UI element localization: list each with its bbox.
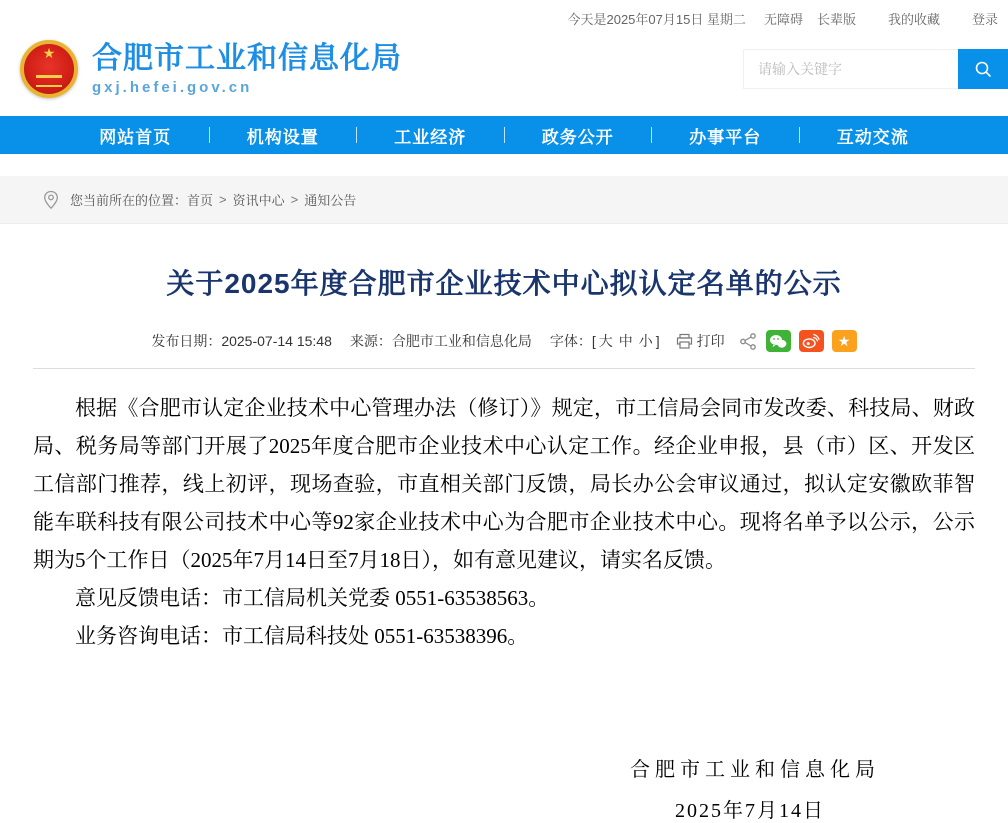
font-size-large-button[interactable]: 大 xyxy=(598,333,613,349)
publish-date-value: 2025-07-14 15:48 xyxy=(221,333,332,349)
top-utility-bar xyxy=(0,0,1008,30)
breadcrumb-separator: > xyxy=(290,192,299,207)
login-link[interactable]: 登录 xyxy=(971,11,998,27)
breadcrumb-prefix: 您当前所在的位置： xyxy=(70,193,188,208)
share-weibo-button[interactable] xyxy=(799,330,824,352)
weibo-icon xyxy=(802,333,820,349)
article-title: 关于2025年度合肥市企业技术中心拟认定名单的公示 xyxy=(166,268,842,299)
elder-mode-link[interactable]: 长辈版 xyxy=(816,11,856,27)
site-title-block[interactable] xyxy=(92,42,402,97)
breadcrumb-home[interactable]: 首页 xyxy=(187,193,214,208)
site-title[interactable]: 合肥市工业和信息化局 xyxy=(92,41,402,75)
share-wechat-button[interactable] xyxy=(766,330,791,352)
nav-item-industry-economy[interactable]: 工业经济 xyxy=(394,127,467,147)
print-button[interactable] xyxy=(676,331,725,351)
paragraph-feedback-phone: 意见反馈电话：市工信局机关党委 0551-63538563。 xyxy=(75,586,550,610)
article-content xyxy=(0,262,1008,823)
main-navigation xyxy=(0,116,1008,154)
nav-item-home[interactable]: 网站首页 xyxy=(99,127,172,147)
source-value: 合肥市工业和信息化局 xyxy=(391,333,532,349)
search-icon xyxy=(973,59,993,79)
font-size-small-button[interactable]: 小 xyxy=(638,333,653,349)
article-meta-bar xyxy=(33,330,975,352)
paragraph-main: 根据《合肥市认定企业技术中心管理办法（修订）》规定，市工信局会同市发改委、科技局、财政局、税务局等部门开展了2025年度合肥市企业技术中心认定工作。经企业申报，县（市）区、开发区工信部门推荐，线上初评，现场查验，市直相关部门反馈，局长办公会审议通过，拟认定安徽欧菲智能车联科技有限公司技术中心等92家企业技术中心为合肥市企业技术中心。现将名单予以公示，公示期为5个工作日（2025年7月14日至7月18日），如有意见建议，请实名反馈。 xyxy=(33,396,975,572)
location-pin-icon xyxy=(42,190,60,210)
font-size-label: 字体： xyxy=(549,333,592,349)
breadcrumb-news-center[interactable]: 资讯中心 xyxy=(232,193,285,208)
nav-item-gov-affairs[interactable]: 政务公开 xyxy=(541,127,614,147)
signature-date: 2025年7月14日 xyxy=(675,800,825,822)
font-size-medium-button[interactable]: 中 xyxy=(618,333,633,349)
source-label: 来源： xyxy=(349,333,392,349)
nav-item-service-platform[interactable]: 办事平台 xyxy=(689,127,762,147)
emblem-gate-icon xyxy=(36,75,62,87)
nav-item-organization[interactable]: 机构设置 xyxy=(246,127,319,147)
search-input[interactable] xyxy=(743,49,958,89)
printer-icon xyxy=(676,333,697,350)
breadcrumb xyxy=(0,176,1008,224)
current-date-text: 今天是2025年07月15日 星期二 xyxy=(567,11,746,27)
publish-date-label: 发布日期： xyxy=(151,333,222,349)
search-button[interactable] xyxy=(958,49,1008,89)
wechat-icon xyxy=(769,334,787,349)
site-header xyxy=(0,30,1008,108)
emblem-star-icon: ★ xyxy=(42,45,56,61)
meta-divider xyxy=(33,368,975,369)
accessibility-link[interactable]: 无障碍 xyxy=(763,11,803,27)
breadcrumb-notices[interactable]: 通知公告 xyxy=(304,193,357,208)
spacer xyxy=(0,154,1008,176)
share-button[interactable] xyxy=(739,332,758,351)
site-url: gxj.hefei.gov.cn xyxy=(92,79,253,97)
site-search xyxy=(743,49,1008,89)
paragraph-consult-phone: 业务咨询电话：市工信局科技处 0551-63538396。 xyxy=(75,624,529,648)
share-nodes-icon xyxy=(739,332,758,351)
font-bracket-close: ] xyxy=(655,333,660,349)
national-emblem-logo[interactable] xyxy=(20,40,78,98)
breadcrumb-separator: > xyxy=(219,192,227,207)
share-qzone-button[interactable] xyxy=(832,330,857,352)
font-bracket-open: [ xyxy=(591,333,596,349)
article-body xyxy=(33,389,975,655)
print-label: 打印 xyxy=(696,333,725,349)
signature-block xyxy=(33,753,975,823)
star-icon: ★ xyxy=(837,332,851,349)
favorites-link[interactable]: 我的收藏 xyxy=(887,11,940,27)
signature-organization: 合肥市工业和信息化局 xyxy=(630,759,880,781)
nav-item-interaction[interactable]: 互动交流 xyxy=(836,127,909,147)
